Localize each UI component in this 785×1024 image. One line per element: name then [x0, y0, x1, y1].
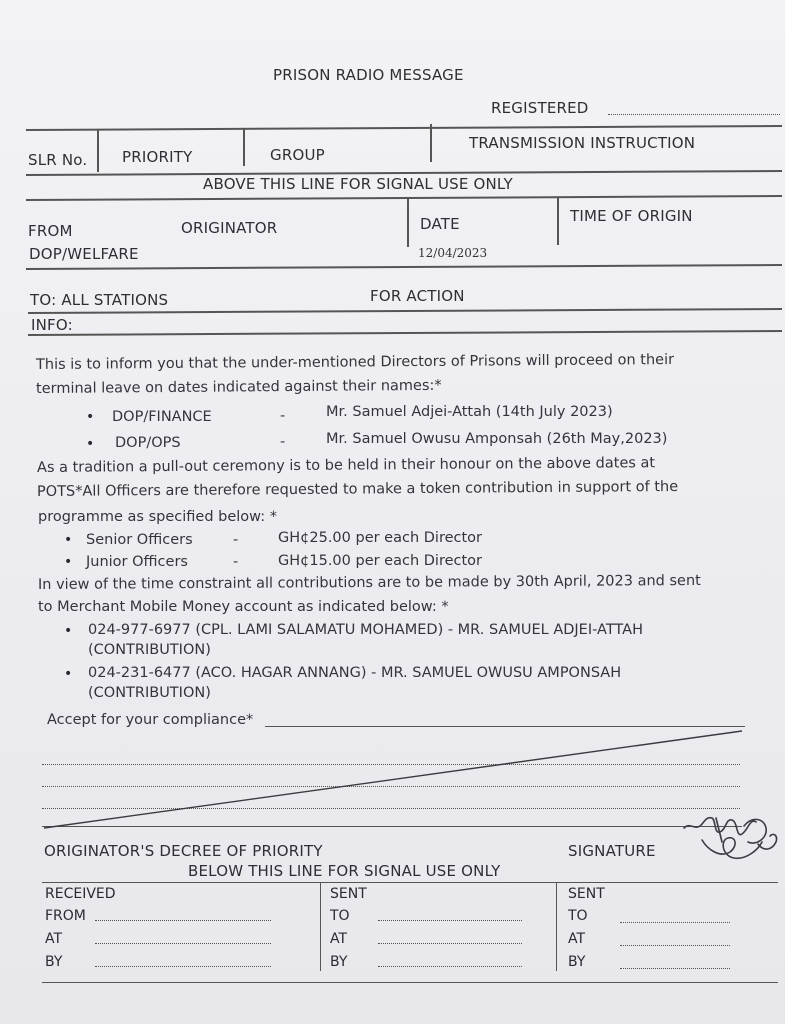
sent-label: SENT: [568, 886, 605, 902]
from-label-footer: FROM: [45, 908, 86, 924]
handwritten-signature: [684, 818, 777, 859]
tradition-line-3: programme as specified below: *: [38, 509, 277, 525]
intro-line-1: This is to inform you that the under-mentioned Directors of Prisons will proceed on their: [35, 351, 675, 373]
account-line-1: 024-977-6977 (CPL. LAMI SALAMATU MOHAMED) - MR. SAMUEL ADJEI-ATTAH: [88, 622, 643, 638]
officer-dash: -: [233, 554, 239, 570]
director-post: DOP/FINANCE: [112, 409, 212, 425]
bullet-icon: •: [64, 623, 73, 639]
originator-decree-label: ORIGINATOR'S DECREE OF PRIORITY: [44, 842, 323, 860]
by-label: BY: [330, 954, 348, 970]
diagonal-strike-line: [44, 731, 742, 828]
from-value: DOP/WELFARE: [29, 245, 139, 263]
below-line-notice: BELOW THIS LINE FOR SIGNAL USE ONLY: [188, 862, 501, 880]
tradition-line-1: As a tradition a pull-out ceremony is to be held in their honour on the above dates at: [36, 455, 656, 476]
above-line-notice: ABOVE THIS LINE FOR SIGNAL USE ONLY: [203, 175, 513, 193]
account-line-2: (CONTRIBUTION): [88, 685, 211, 701]
originator-label: ORIGINATOR: [181, 219, 278, 237]
registered-label: REGISTERED: [491, 99, 589, 117]
intro-line-2: terminal leave on dates indicated against their names:*: [35, 377, 442, 397]
time-of-origin-label: TIME OF ORIGIN: [570, 207, 693, 225]
group-label: GROUP: [270, 146, 325, 164]
signature-label: SIGNATURE: [568, 842, 656, 860]
bullet-icon: •: [64, 532, 73, 548]
sent-label: SENT: [330, 886, 367, 902]
by-label: BY: [45, 954, 63, 970]
officer-amount: GH¢25.00 per each Director: [278, 530, 483, 546]
officer-rank: Junior Officers: [86, 554, 188, 570]
deadline-line-2: to Merchant Mobile Money account as indicated below: *: [38, 599, 449, 615]
bullet-icon: •: [86, 409, 95, 425]
account-line-2: (CONTRIBUTION): [88, 642, 211, 658]
officer-dash: -: [233, 532, 239, 548]
deadline-line-1: In view of the time constraint all contributions are to be made by 30th April, 2023 and sent: [37, 572, 701, 593]
officer-amount: GH¢15.00 per each Director: [278, 553, 483, 569]
received-label: RECEIVED: [45, 886, 116, 902]
account-line-1: 024-231-6477 (ACO. HAGAR ANNANG) - MR. SAMUEL OWUSU AMPONSAH: [88, 665, 622, 681]
from-label: FROM: [28, 222, 73, 240]
compliance-text: Accept for your compliance*: [47, 712, 254, 728]
director-post: DOP/OPS: [115, 435, 181, 451]
at-label: AT: [45, 931, 63, 947]
bullet-icon: •: [86, 436, 95, 452]
to-label-footer: TO: [330, 908, 350, 924]
date-label: DATE: [420, 215, 460, 233]
to-label-footer: TO: [568, 908, 588, 924]
officer-rank: Senior Officers: [86, 532, 193, 548]
priority-label: PRIORITY: [122, 148, 193, 166]
tradition-line-2: POTS*All Officers are therefore requested to make a token contribution in support of the: [36, 478, 679, 500]
at-label: AT: [330, 931, 348, 947]
for-action-label: FOR ACTION: [370, 287, 465, 305]
director-dash: -: [280, 434, 286, 450]
bullet-icon: •: [64, 554, 73, 570]
info-label: INFO:: [31, 316, 73, 334]
by-label: BY: [568, 954, 586, 970]
form-title: PRISON RADIO MESSAGE: [273, 66, 464, 84]
director-name: Mr. Samuel Adjei-Attah (14th July 2023): [326, 404, 613, 420]
at-label: AT: [568, 931, 586, 947]
slr-no-label: SLR No.: [28, 151, 88, 169]
date-value: 12/04/2023: [418, 246, 488, 260]
to-all-stations: TO: ALL STATIONS: [30, 291, 169, 309]
bullet-icon: •: [64, 666, 73, 682]
director-name: Mr. Samuel Owusu Amponsah (26th May,2023): [326, 431, 668, 447]
transmission-instruction-label: TRANSMISSION INSTRUCTION: [469, 134, 696, 152]
director-dash: -: [280, 408, 286, 424]
